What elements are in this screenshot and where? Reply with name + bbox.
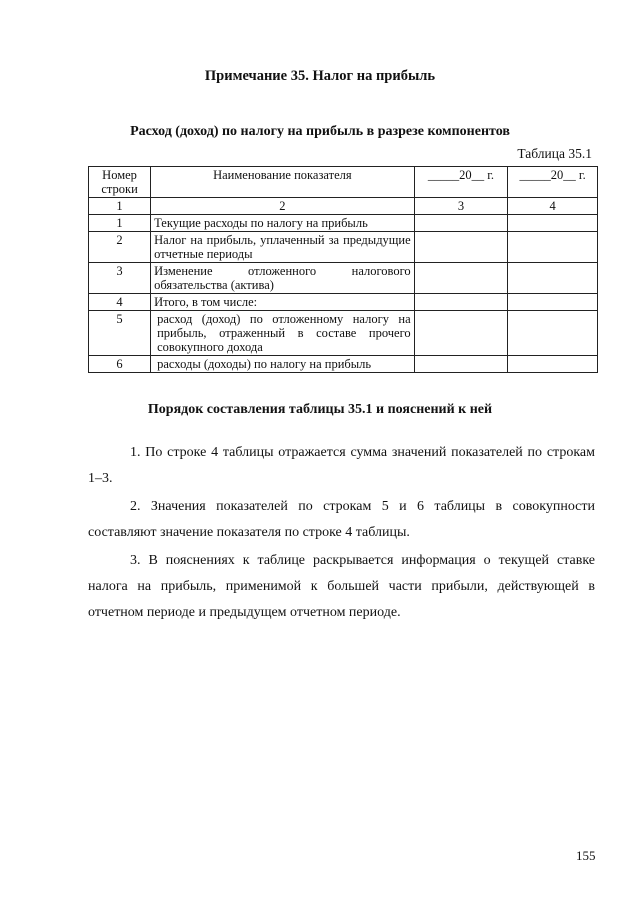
paragraph: 2. Значения показателей по строкам 5 и 6 таблицы в совокупности составляют значение показателя по строке 4 таблицы. <box>88 499 595 540</box>
row-value-2 <box>508 356 598 373</box>
row-value-1 <box>414 215 508 232</box>
column-number: 1 <box>89 198 151 215</box>
row-number: 2 <box>89 232 151 263</box>
table-row <box>89 294 598 311</box>
row-indicator: Текущие расходы по налогу на прибыль <box>151 215 415 232</box>
paragraph: 3. В пояснениях к таблице раскрывается информация о текущей ставке налога на прибыль, применимой к большей части прибыли, действующей в отчетном периоде и предыдущем отчетном периоде. <box>88 553 595 620</box>
row-value-2 <box>508 311 598 356</box>
page-number: 155 <box>576 848 596 863</box>
row-value-2 <box>508 294 598 311</box>
table-row <box>89 311 598 356</box>
row-indicator: Изменение отложенного налогового обязательства (актива) <box>151 263 415 294</box>
column-number-row <box>89 198 598 215</box>
paragraph: 1. По строке 4 таблицы отражается сумма значений показателей по строкам 1–3. <box>88 445 595 486</box>
table-heading: Расход (доход) по налогу на прибыль в разрезе компонентов <box>130 124 510 139</box>
row-value-1 <box>414 294 508 311</box>
header-indicator: Наименование показателя <box>151 167 415 198</box>
header-period-1: _____20__ г. <box>414 167 508 198</box>
column-number: 3 <box>414 198 508 215</box>
row-value-2 <box>508 232 598 263</box>
header-line-no: Номер строки <box>89 167 151 198</box>
table-number-label: Таблица 35.1 <box>517 146 592 161</box>
row-value-1 <box>414 263 508 294</box>
row-value-1 <box>414 356 508 373</box>
page-title: Примечание 35. Налог на прибыль <box>204 68 436 84</box>
row-value-1 <box>414 232 508 263</box>
section-title: Порядок составления таблицы 35.1 и пояснений к ней <box>147 402 493 417</box>
row-indicator: Итого, в том числе: <box>151 294 415 311</box>
tax-table <box>88 166 598 373</box>
row-value-1 <box>414 311 508 356</box>
row-number: 6 <box>89 356 151 373</box>
table-header-row <box>89 167 598 198</box>
row-number: 5 <box>89 311 151 356</box>
row-number: 4 <box>89 294 151 311</box>
column-number: 2 <box>151 198 415 215</box>
table-row <box>89 263 598 294</box>
row-value-2 <box>508 215 598 232</box>
row-indicator: расходы (доходы) по налогу на прибыль <box>151 356 415 373</box>
row-number: 3 <box>89 263 151 294</box>
table-row <box>89 232 598 263</box>
row-indicator: расход (доход) по отложенному налогу на прибыль, отраженный в составе прочего совокупного дохода <box>151 311 415 356</box>
table-row <box>89 356 598 373</box>
row-value-2 <box>508 263 598 294</box>
row-number: 1 <box>89 215 151 232</box>
row-indicator: Налог на прибыль, уплаченный за предыдущие отчетные периоды <box>151 232 415 263</box>
header-period-2: _____20__ г. <box>508 167 598 198</box>
table-row <box>89 215 598 232</box>
column-number: 4 <box>508 198 598 215</box>
